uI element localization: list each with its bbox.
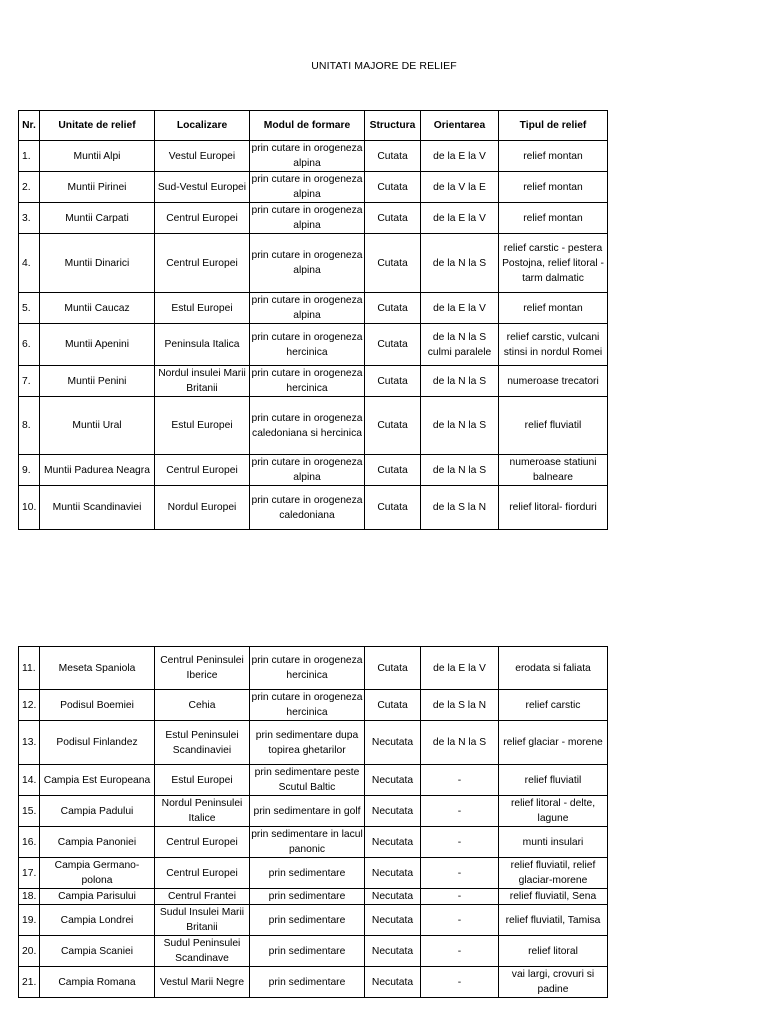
cell-nr: 12. — [19, 690, 40, 721]
cell-localizare: Centrul Peninsulei Iberice — [155, 647, 250, 690]
cell-tip: munti insulari — [499, 827, 608, 858]
cell-unitate: Meseta Spaniola — [40, 647, 155, 690]
cell-tip: vai largi, crovuri si padine — [499, 967, 608, 998]
cell-nr: 10. — [19, 486, 40, 530]
cell-localizare: Centrul Europei — [155, 203, 250, 234]
cell-unitate: Muntii Dinarici — [40, 234, 155, 293]
cell-nr: 11. — [19, 647, 40, 690]
column-header-nr: Nr. — [19, 111, 40, 141]
cell-tip: relief fluviatil — [499, 397, 608, 455]
table-row — [19, 397, 608, 455]
cell-structura: Cutata — [365, 141, 421, 172]
cell-structura: Cutata — [365, 397, 421, 455]
cell-formare: prin sedimentare — [250, 967, 365, 998]
cell-nr: 3. — [19, 203, 40, 234]
cell-formare: prin cutare in orogeneza hercinica — [250, 647, 365, 690]
cell-formare: prin sedimentare — [250, 936, 365, 967]
cell-formare: prin cutare in orogeneza alpina — [250, 234, 365, 293]
cell-localizare: Centrul Europei — [155, 455, 250, 486]
cell-nr: 15. — [19, 796, 40, 827]
cell-orientare: - — [421, 889, 499, 905]
cell-formare: prin cutare in orogeneza alpina — [250, 203, 365, 234]
cell-tip: relief litoral - delte, lagune — [499, 796, 608, 827]
cell-tip: numeroase statiuni balneare — [499, 455, 608, 486]
table-row — [19, 141, 608, 172]
table-row — [19, 647, 608, 690]
cell-nr: 19. — [19, 905, 40, 936]
cell-unitate: Campia Scaniei — [40, 936, 155, 967]
relief-table-page-2 — [18, 646, 608, 998]
cell-tip: relief montan — [499, 141, 608, 172]
cell-nr: 13. — [19, 721, 40, 765]
column-header-tip: Tipul de relief — [499, 111, 608, 141]
cell-orientare: - — [421, 796, 499, 827]
table-row — [19, 293, 608, 324]
cell-orientare: de la N la S — [421, 366, 499, 397]
cell-orientare: - — [421, 765, 499, 796]
cell-orientare: - — [421, 858, 499, 889]
cell-nr: 2. — [19, 172, 40, 203]
cell-tip: relief carstic - pestera Postojna, relief litoral - tarm dalmatic — [499, 234, 608, 293]
cell-orientare: de la N la S — [421, 397, 499, 455]
cell-unitate: Campia Panoniei — [40, 827, 155, 858]
cell-structura: Necutata — [365, 796, 421, 827]
table-row — [19, 936, 608, 967]
cell-formare: prin cutare in orogeneza caledoniana — [250, 486, 365, 530]
cell-localizare: Vestul Marii Negre — [155, 967, 250, 998]
cell-unitate: Muntii Carpati — [40, 203, 155, 234]
cell-localizare: Centrul Frantei — [155, 889, 250, 905]
column-header-unitate: Unitate de relief — [40, 111, 155, 141]
cell-tip: relief fluviatil, Tamisa — [499, 905, 608, 936]
table-row — [19, 827, 608, 858]
cell-nr: 8. — [19, 397, 40, 455]
cell-unitate: Campia Est Europeana — [40, 765, 155, 796]
cell-localizare: Estul Peninsulei Scandinaviei — [155, 721, 250, 765]
column-header-formare: Modul de formare — [250, 111, 365, 141]
cell-structura: Cutata — [365, 234, 421, 293]
table-row — [19, 967, 608, 998]
cell-unitate: Muntii Penini — [40, 366, 155, 397]
cell-orientare: de la E la V — [421, 203, 499, 234]
cell-localizare: Sudul Peninsulei Scandinave — [155, 936, 250, 967]
cell-structura: Necutata — [365, 967, 421, 998]
cell-nr: 7. — [19, 366, 40, 397]
cell-nr: 18. — [19, 889, 40, 905]
cell-localizare: Nordul Peninsulei Italice — [155, 796, 250, 827]
cell-tip: relief litoral — [499, 936, 608, 967]
cell-nr: 17. — [19, 858, 40, 889]
cell-formare: prin cutare in orogeneza alpina — [250, 293, 365, 324]
cell-tip: relief carstic — [499, 690, 608, 721]
column-header-localizare: Localizare — [155, 111, 250, 141]
cell-unitate: Muntii Caucaz — [40, 293, 155, 324]
cell-unitate: Campia Romana — [40, 967, 155, 998]
table-row — [19, 905, 608, 936]
cell-formare: prin sedimentare — [250, 905, 365, 936]
cell-nr: 6. — [19, 324, 40, 366]
cell-orientare: de la N la S — [421, 721, 499, 765]
cell-orientare: de la N la S culmi paralele — [421, 324, 499, 366]
cell-tip: relief glaciar - morene — [499, 721, 608, 765]
cell-formare: prin cutare in orogeneza hercinica — [250, 324, 365, 366]
cell-nr: 1. — [19, 141, 40, 172]
table-row — [19, 690, 608, 721]
cell-orientare: de la E la V — [421, 141, 499, 172]
cell-unitate: Muntii Ural — [40, 397, 155, 455]
cell-structura: Necutata — [365, 765, 421, 796]
cell-localizare: Nordul Europei — [155, 486, 250, 530]
cell-localizare: Centrul Europei — [155, 234, 250, 293]
cell-unitate: Muntii Apenini — [40, 324, 155, 366]
table-row — [19, 324, 608, 366]
cell-tip: relief fluviatil — [499, 765, 608, 796]
cell-unitate: Muntii Scandinaviei — [40, 486, 155, 530]
cell-structura: Cutata — [365, 647, 421, 690]
cell-orientare: de la S la N — [421, 486, 499, 530]
cell-localizare: Sud-Vestul Europei — [155, 172, 250, 203]
table-row — [19, 203, 608, 234]
cell-formare: prin sedimentare — [250, 858, 365, 889]
cell-orientare: de la N la S — [421, 234, 499, 293]
cell-orientare: - — [421, 936, 499, 967]
cell-unitate: Muntii Padurea Neagra — [40, 455, 155, 486]
table-row — [19, 234, 608, 293]
cell-structura: Necutata — [365, 721, 421, 765]
cell-orientare: de la S la N — [421, 690, 499, 721]
cell-nr: 14. — [19, 765, 40, 796]
cell-unitate: Campia Parisului — [40, 889, 155, 905]
cell-formare: prin cutare in orogeneza alpina — [250, 141, 365, 172]
cell-tip: relief litoral- fiorduri — [499, 486, 608, 530]
table-row — [19, 486, 608, 530]
cell-structura: Cutata — [365, 455, 421, 486]
cell-tip: relief carstic, vulcani stinsi in nordul Romei — [499, 324, 608, 366]
cell-orientare: - — [421, 905, 499, 936]
table-row — [19, 858, 608, 889]
cell-structura: Cutata — [365, 366, 421, 397]
column-header-structura: Structura — [365, 111, 421, 141]
cell-formare: prin sedimentare — [250, 889, 365, 905]
cell-formare: prin cutare in orogeneza caledoniana si hercinica — [250, 397, 365, 455]
cell-structura: Necutata — [365, 889, 421, 905]
cell-formare: prin cutare in orogeneza alpina — [250, 455, 365, 486]
cell-orientare: de la V la E — [421, 172, 499, 203]
cell-structura: Cutata — [365, 203, 421, 234]
cell-tip: erodata si faliata — [499, 647, 608, 690]
cell-orientare: de la E la V — [421, 647, 499, 690]
cell-unitate: Podisul Boemiei — [40, 690, 155, 721]
cell-formare: prin sedimentare in lacul panonic — [250, 827, 365, 858]
cell-tip: relief montan — [499, 172, 608, 203]
cell-orientare: de la E la V — [421, 293, 499, 324]
cell-localizare: Estul Europei — [155, 765, 250, 796]
cell-structura: Necutata — [365, 858, 421, 889]
table-row — [19, 366, 608, 397]
cell-localizare: Centrul Europei — [155, 827, 250, 858]
cell-formare: prin cutare in orogeneza hercinica — [250, 690, 365, 721]
table-row — [19, 721, 608, 765]
cell-tip: relief fluviatil, Sena — [499, 889, 608, 905]
cell-localizare: Estul Europei — [155, 397, 250, 455]
cell-structura: Cutata — [365, 293, 421, 324]
cell-unitate: Campia Padului — [40, 796, 155, 827]
cell-formare: prin sedimentare dupa topirea ghetarilor — [250, 721, 365, 765]
cell-formare: prin sedimentare peste Scutul Baltic — [250, 765, 365, 796]
cell-nr: 20. — [19, 936, 40, 967]
cell-formare: prin sedimentare in golf — [250, 796, 365, 827]
cell-structura: Cutata — [365, 690, 421, 721]
cell-orientare: de la N la S — [421, 455, 499, 486]
cell-structura: Necutata — [365, 905, 421, 936]
cell-tip: relief fluviatil, relief glaciar-morene — [499, 858, 608, 889]
cell-formare: prin cutare in orogeneza alpina — [250, 172, 365, 203]
cell-unitate: Campia Germano-polona — [40, 858, 155, 889]
table-row — [19, 765, 608, 796]
cell-localizare: Sudul Insulei Marii Britanii — [155, 905, 250, 936]
cell-unitate: Muntii Pirinei — [40, 172, 155, 203]
cell-formare: prin cutare in orogeneza hercinica — [250, 366, 365, 397]
table-header-row — [19, 111, 608, 141]
table-row — [19, 889, 608, 905]
document-title: UNITATI MAJORE DE RELIEF — [311, 60, 457, 72]
cell-unitate: Muntii Alpi — [40, 141, 155, 172]
cell-localizare: Centrul Europei — [155, 858, 250, 889]
cell-unitate: Campia Londrei — [40, 905, 155, 936]
cell-localizare: Estul Europei — [155, 293, 250, 324]
cell-nr: 9. — [19, 455, 40, 486]
table-row — [19, 796, 608, 827]
cell-structura: Necutata — [365, 936, 421, 967]
cell-localizare: Peninsula Italica — [155, 324, 250, 366]
cell-nr: 5. — [19, 293, 40, 324]
cell-tip: relief montan — [499, 203, 608, 234]
cell-structura: Necutata — [365, 827, 421, 858]
cell-unitate: Podisul Finlandez — [40, 721, 155, 765]
cell-nr: 4. — [19, 234, 40, 293]
cell-nr: 21. — [19, 967, 40, 998]
cell-nr: 16. — [19, 827, 40, 858]
table-row — [19, 172, 608, 203]
cell-localizare: Nordul insulei Marii Britanii — [155, 366, 250, 397]
cell-structura: Cutata — [365, 324, 421, 366]
relief-table-page-1 — [18, 110, 608, 530]
cell-localizare: Vestul Europei — [155, 141, 250, 172]
cell-tip: numeroase trecatori — [499, 366, 608, 397]
cell-structura: Cutata — [365, 486, 421, 530]
cell-localizare: Cehia — [155, 690, 250, 721]
table-row — [19, 455, 608, 486]
cell-tip: relief montan — [499, 293, 608, 324]
column-header-orientare: Orientarea — [421, 111, 499, 141]
cell-structura: Cutata — [365, 172, 421, 203]
cell-orientare: - — [421, 967, 499, 998]
cell-orientare: - — [421, 827, 499, 858]
